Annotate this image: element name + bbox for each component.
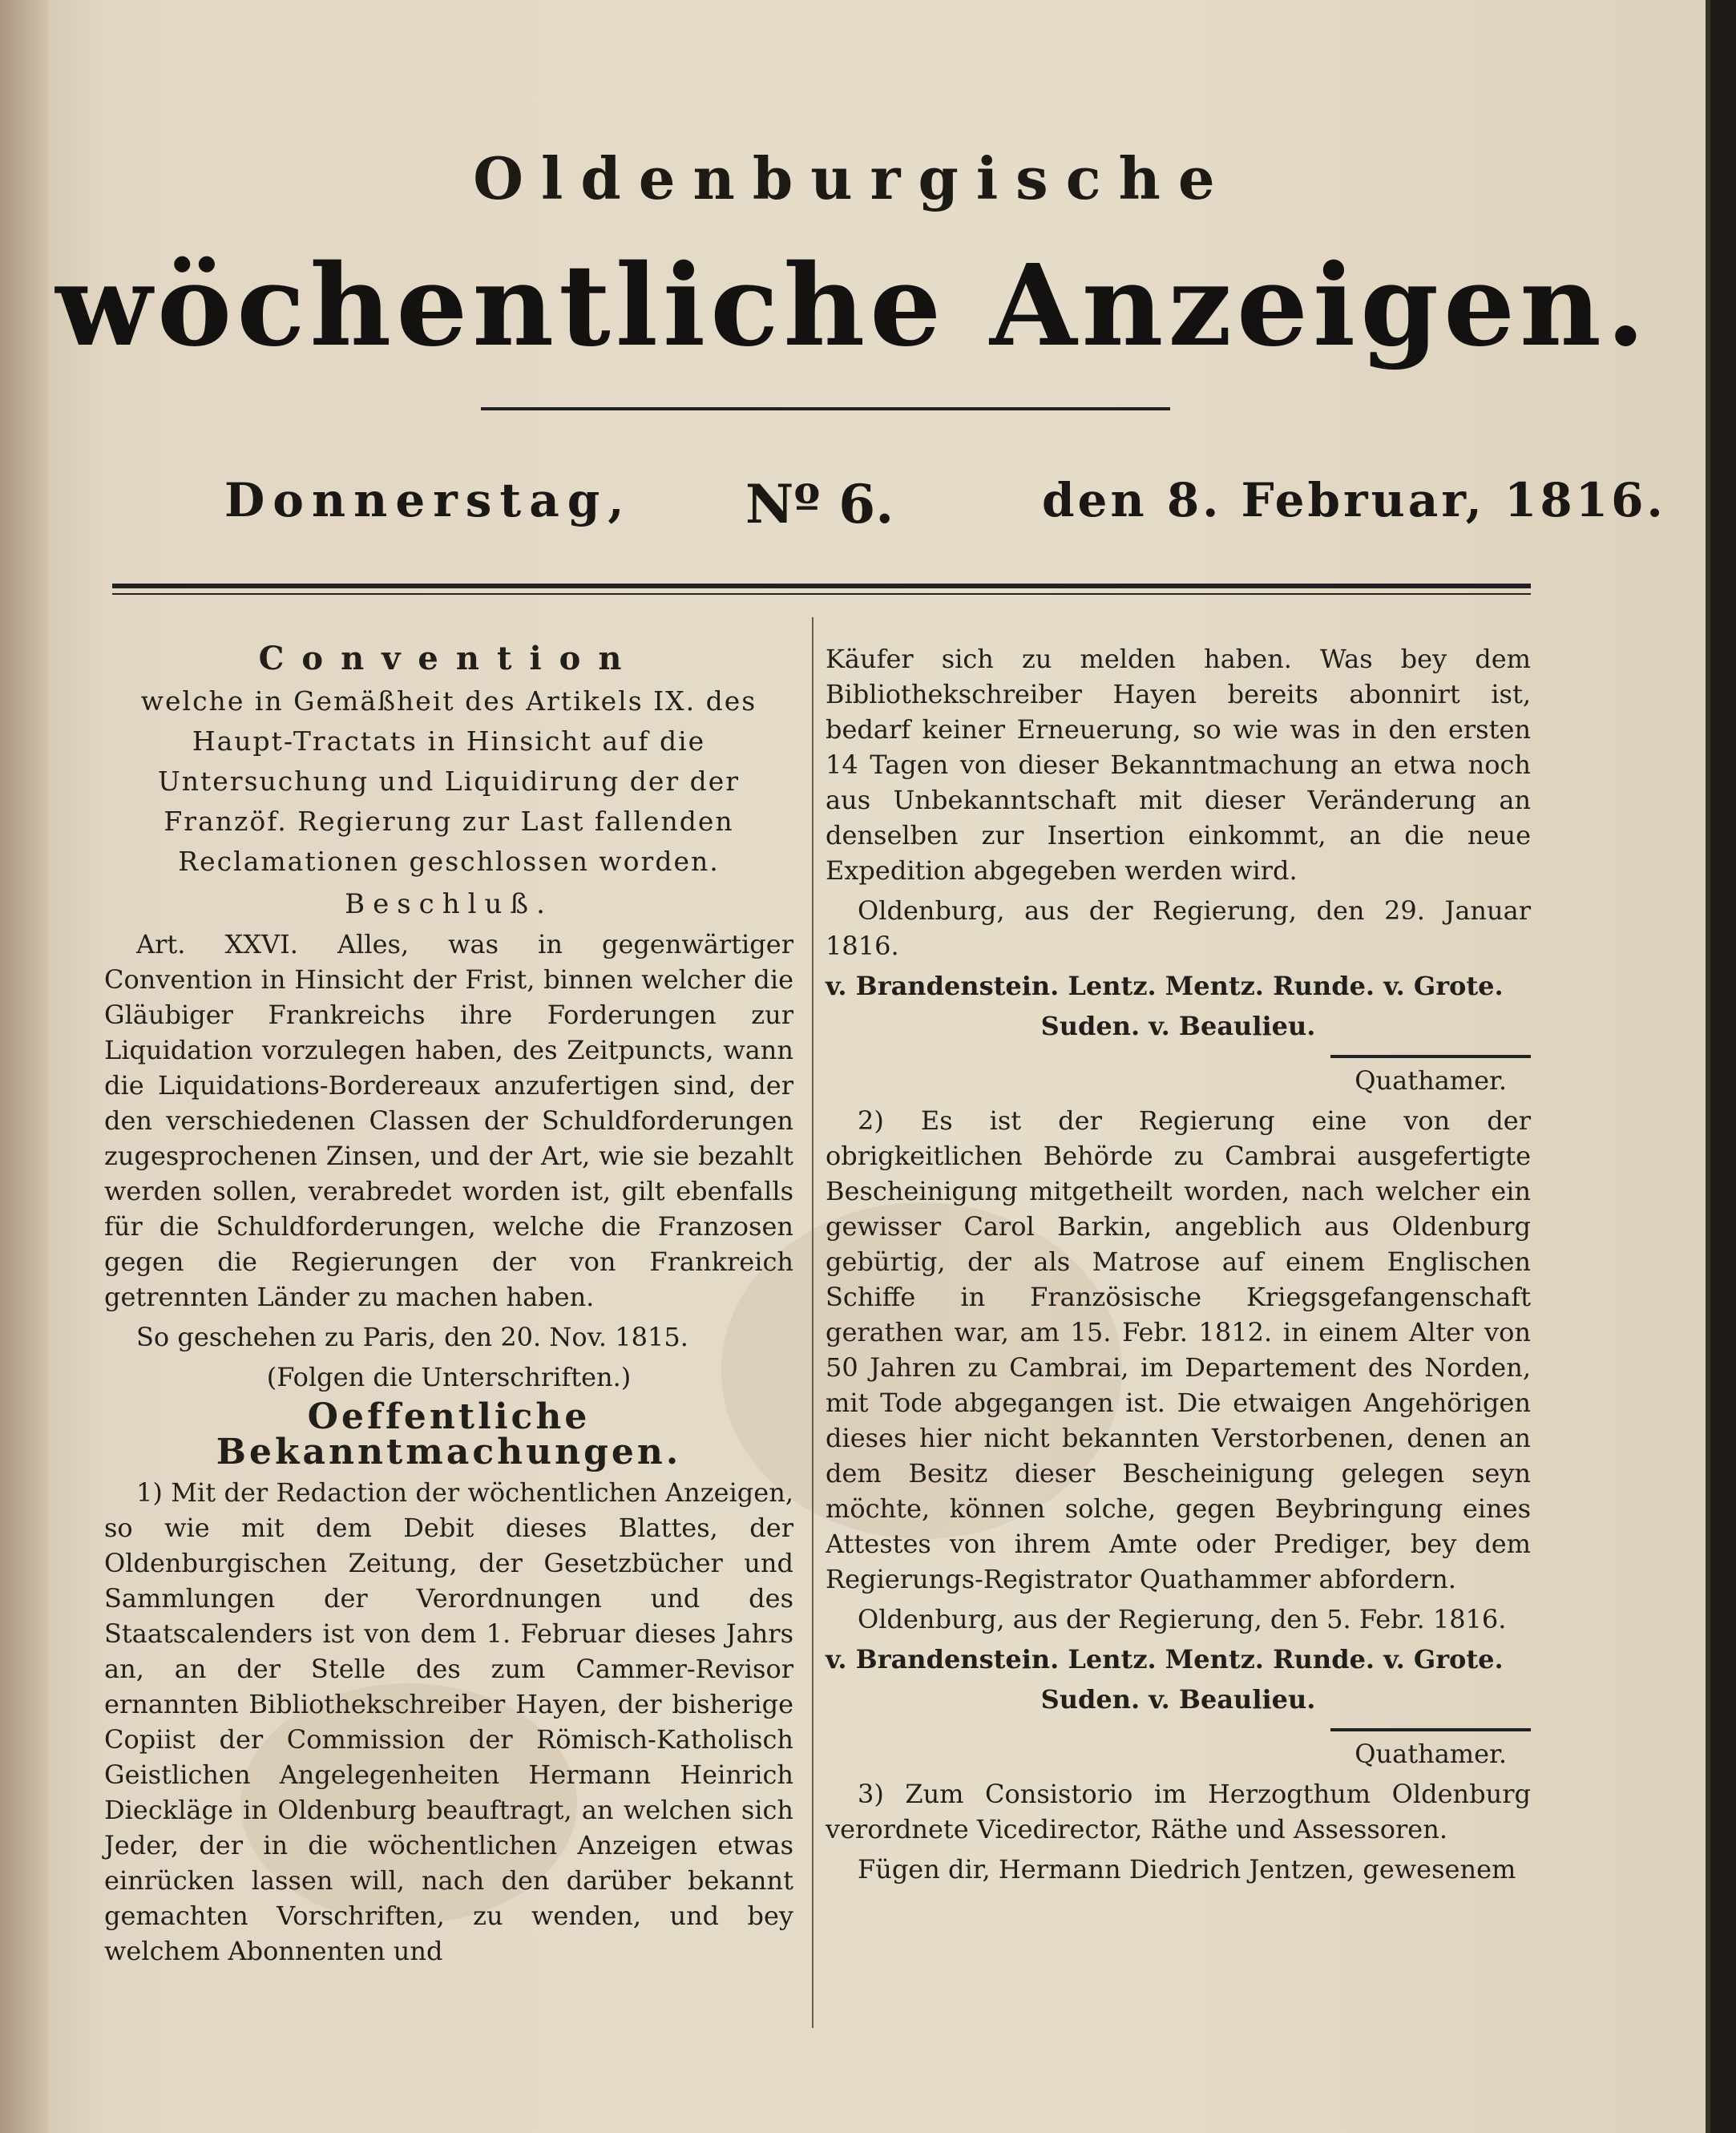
signing-place-date: So geschehen zu Paris, den 20. Nov. 1815. bbox=[136, 1322, 688, 1352]
notice-1-continued: Käufer sich zu melden haben. Was bey dem Bibliothekschreiber Hayen bereits abonnirt ist, bedarf keiner Erneuerung, so wie was in den ersten 14 Tagen von dieser Bekanntmachung an etwa noch aus Unbekanntschaft mit dieser Veränderung an denselben zur Insertion einkommt, an die neue Expedition abgegeben werden wird. bbox=[826, 644, 1531, 886]
header-double-rule bbox=[112, 584, 1531, 588]
notice-1-registrar: Quathamer. bbox=[1354, 1065, 1507, 1096]
article-xxvi: Art. XXVI. Alles, was in gegenwärtiger Convention in Hinsicht der Frist, binnen welcher die Gläubiger Frankreichs ihre Forderungen zur Liquidation vorzulegen haben, des Zeitpuncts, wann die Liquidations-Bordereaux anzufertigen sind, der den verschiedenen Classen der Schuldforderungen zugesprochenen Zinsen, und der Art, wie sie bezahlt werden sollen, verabredet worden ist, gilt ebenfalls für die Schuldforderungen, welche die Franzosen gegen die Regierungen der von Frankreich getrennten Länder zu machen haben. bbox=[104, 929, 793, 1312]
convention-subtitle: welche in Gemäßheit des Artikels IX. des Haupt-Tractats in Hinsicht auf die Untersuchung und Liquidirung der der Franzöf. Regierung zur Last fallenden Reclamationen geschlossen worden. bbox=[140, 685, 757, 877]
public-notices-heading: Oeffentliche Bekanntmachungen. bbox=[216, 1396, 682, 1472]
notice-1: 1) Mit der Redaction der wöchentlichen Anzeigen, so wie mit dem Debit dieses Blattes, der Oldenburgischen Zeitung, der Gesetzbücher und Sammlungen der Verordnungen und des Staatscalenders ist von dem 1. Februar dieses Jahrs an, an der Stelle des zum Cammer-Revisor ernannten Bibliothekschreiber Hayen, der bisherige Copiist der Commission der Römisch-Katholisch Geistlichen Angelegenheiten Hermann Heinrich Dieckläge in Oldenburg beauftragt, an welchen sich Jeder, der in die wöchentlichen Anzeigen etwas einrücken lassen will, nach den darüber bekannt gemachten Vorschriften, zu wenden, und bey welchem Abonnenten und bbox=[104, 1477, 793, 1966]
masthead-rule bbox=[481, 407, 1170, 410]
signature-rule bbox=[1330, 1055, 1531, 1058]
notice-3-continued: Fügen dir, Hermann Diedrich Jentzen, gewesenem bbox=[858, 1854, 1516, 1885]
notice-1-dateline: Oldenburg, aus der Regierung, den 29. Januar 1816. bbox=[826, 895, 1531, 961]
left-column bbox=[104, 641, 793, 1973]
convention-title: Convention bbox=[258, 640, 640, 677]
notice-2-registrar: Quathamer. bbox=[1354, 1739, 1507, 1769]
dateline-date: den 8. Februar, 1816. bbox=[1042, 473, 1666, 527]
issue-number: Nº 6. bbox=[745, 473, 894, 535]
column-divider bbox=[812, 617, 813, 2028]
signatures-note: (Folgen die Unterschriften.) bbox=[266, 1362, 632, 1392]
notice-2-signers-b: Suden. v. Beaulieu. bbox=[1040, 1684, 1316, 1715]
masthead-title-line1: Oldenburgische bbox=[473, 144, 1233, 212]
notice-3: 3) Zum Consistorio im Herzogthum Oldenburg verordnete Vicedirector, Räthe und Assessoren. bbox=[826, 1779, 1531, 1844]
signature-rule bbox=[1330, 1728, 1531, 1731]
header-double-rule-thin bbox=[112, 593, 1531, 595]
notice-2: 2) Es ist der Regierung eine von der obrigkeitlichen Behörde zu Cambrai ausgefertigte Bescheinigung mitgetheilt worden, nach welcher ein gewisser Carol Barkin, angeblich aus Oldenburg gebürtig, der als Matrose auf einem Englischen Schiffe in Französische Kriegsgefangenschaft gerathen war, am 15. Febr. 1812. in einem Alter von 50 Jahren zu Cambrai, im Departement des Norden, mit Tode abgegangen ist. Die etwaigen Angehörigen dieses hier nicht bekannten Verstorbenen, denen an dem Besitz dieser Bescheinigung gelegen seyn möchte, können solche, gegen Beybringung eines Attestes von ihrem Amte oder Prediger, bey dem Regierungs-Registrator Quathammer abfordern. bbox=[826, 1105, 1531, 1594]
masthead-title-line2: wöchentliche Anzeigen. bbox=[55, 240, 1650, 372]
notice-2-signers-a: v. Brandenstein. Lentz. Mentz. Runde. v. Grote. bbox=[826, 1644, 1504, 1674]
notice-1-signers-a: v. Brandenstein. Lentz. Mentz. Runde. v. Grote. bbox=[826, 971, 1504, 1001]
beschluss-heading: Beschluß. bbox=[345, 888, 553, 920]
notice-1-signers-b: Suden. v. Beaulieu. bbox=[1040, 1011, 1316, 1041]
dateline-weekday: Donnerstag, bbox=[224, 473, 632, 527]
right-column bbox=[826, 641, 1531, 1892]
notice-2-dateline: Oldenburg, aus der Regierung, den 5. Febr. 1816. bbox=[858, 1604, 1507, 1634]
dateline bbox=[224, 473, 1666, 545]
